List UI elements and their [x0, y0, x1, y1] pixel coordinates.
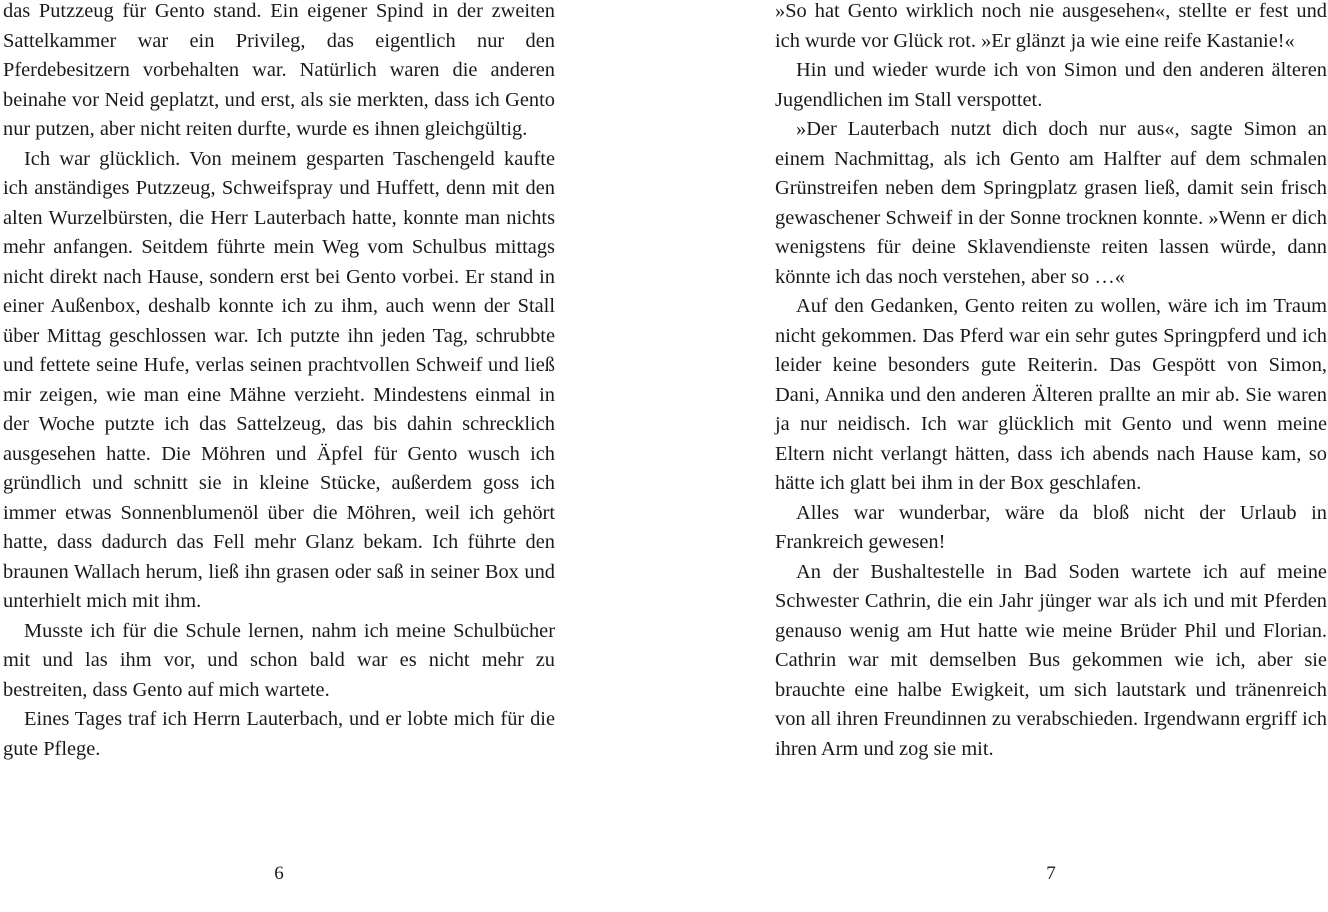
right-page-text [775, 0, 1327, 764]
right-page [775, 0, 1327, 912]
paragraph: »Der Lauterbach nutzt dich doch nur aus«, sagte Simon an einem Nachmittag, als ich Gento am Halfter auf dem schmalen Grünstreifen neben dem Springplatz grasen ließ, damit sein frisch gewaschener Schweif in der Sonne trocknen konnte. »Wenn er dich wenigstens für deine Sklavendienste reiten lassen würde, dann könnte ich das noch verstehen, aber so …« [775, 118, 1327, 288]
page-number: 7 [1046, 863, 1056, 884]
paragraph: Musste ich für die Schule lernen, nahm ich meine Schulbücher mit und las ihm vor, und schon bald war es nicht mehr zu bestreiten, dass Gento auf mich wartete. [3, 619, 555, 701]
paragraph: Alles war wunderbar, wäre da bloß nicht der Urlaub in Frankreich gewesen! [775, 501, 1327, 553]
paragraph: Eines Tages traf ich Herrn Lauterbach, und er lobte mich für die gute Pflege. [3, 708, 555, 760]
left-page [3, 0, 555, 912]
paragraph: Auf den Gedanken, Gento reiten zu wollen, wäre ich im Traum nicht gekommen. Das Pferd war ein sehr gutes Springpferd und ich leider keine besonders gute Reiterin. Das Gespött von Simon, Dani, Annika und den anderen Älteren prallte an mir ab. Sie waren ja nur neidisch. Ich war glücklich mit Gento und wenn meine Eltern nicht verlangt hätten, dass ich abends nach Hause kam, so hätte ich glatt bei ihm in der Box geschlafen. [775, 295, 1327, 494]
paragraph: Ich war glücklich. Von meinem gesparten Taschengeld kaufte ich anständiges Putzzeug, Schweifspray und Huffett, denn mit den alten Wurzelbürsten, die Herr Lauterbach hatte, konnte man nichts mehr anfangen. Seitdem führte mein Weg vom Schulbus mittags nicht direkt nach Hause, sondern erst bei Gento vorbei. Er stand in einer Außenbox, deshalb konnte ich zu ihm, auch wenn der Stall über Mittag geschlossen war. Ich putzte ihn jeden Tag, schrubbte und fettete seine Hufe, verlas seinen prachtvollen Schweif und ließ mir zeigen, wie man eine Mähne verzieht. Mindestens einmal in der Woche putzte ich das Sattelzeug, das bis dahin schrecklich ausgesehen hatte. Die Möhren und Äpfel für Gento wusch ich gründlich und schnitt sie in kleine Stücke, außerdem goss ich immer etwas Sonnenblumenöl über die Möhren, weil ich gehört hatte, dass dadurch das Fell mehr Glanz bekam. Ich führte den braunen Wallach herum, ließ ihn grasen oder saß in seiner Box und unterhielt mich mit ihm. [3, 147, 555, 612]
paragraph: Hin und wieder wurde ich von Simon und den anderen älteren Jugendlichen im Stall verspottet. [775, 59, 1327, 111]
page-number: 6 [274, 863, 284, 884]
paragraph: das Putzzeug für Gento stand. Ein eigener Spind in der zweiten Sattelkammer war ein Privileg, das eigentlich nur den Pferdebesitzern vorbehalten war. Natürlich waren die anderen beinahe vor Neid geplatzt, und erst, als sie merkten, dass ich Gento nur putzen, aber nicht reiten durfte, wurde es ihnen gleichgültig. [3, 0, 555, 140]
paragraph: An der Bushaltestelle in Bad Soden wartete ich auf meine Schwester Cathrin, die ein Jahr jünger war als ich und mit Pferden genauso wenig am Hut hatte wie meine Brüder Phil und Florian. Cathrin war mit demselben Bus gekommen wie ich, aber sie brauchte eine halbe Ewigkeit, um sich lautstark und tränenreich von all ihren Freundinnen zu verabschieden. Irgendwann ergriff ich ihren Arm und zog sie mit. [775, 560, 1327, 760]
paragraph: »So hat Gento wirklich noch nie ausgesehen«, stellte er fest und ich wurde vor Glück rot. »Er glänzt ja wie eine reife Kastanie!« [775, 0, 1327, 52]
left-page-text [3, 0, 555, 764]
